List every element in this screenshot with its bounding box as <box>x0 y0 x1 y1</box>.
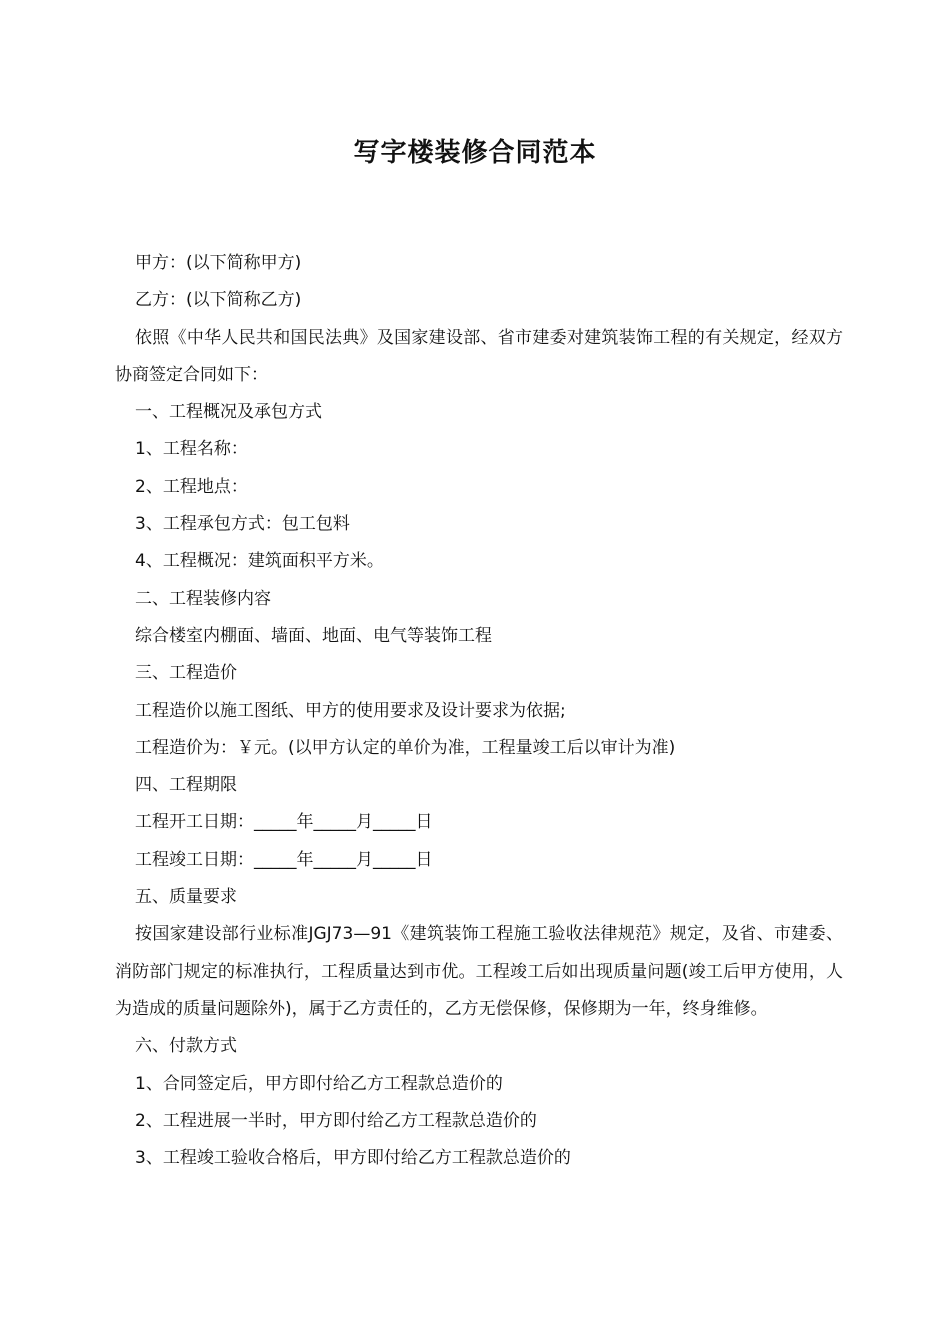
section-1-heading: 一、工程概况及承包方式 <box>135 402 322 423</box>
cost-amount-line: 工程造价为：￥元。(以甲方认定的单价为准，工程量竣工后以审计为准) <box>135 737 676 758</box>
renovation-content-line: 综合楼室内棚面、墙面、地面、电气等装饰工程 <box>135 625 492 646</box>
section-3-heading: 三、工程造价 <box>135 663 237 684</box>
cost-basis-line: 工程造价以施工图纸、甲方的使用要求及设计要求为依据; <box>135 700 566 721</box>
project-overview-line: 4、工程概况：建筑面积平方米。 <box>135 551 384 572</box>
payment-item-3: 3、工程竣工验收合格后，甲方即付给乙方工程款总造价的 <box>135 1148 571 1169</box>
project-location-line: 2、工程地点： <box>135 476 248 497</box>
section-6-heading: 六、付款方式 <box>135 1036 237 1057</box>
project-name-line: 1、工程名称： <box>135 439 248 460</box>
document-title: 写字楼装修合同范本 <box>353 138 597 168</box>
section-4-heading: 四、工程期限 <box>135 775 237 796</box>
payment-item-1: 1、合同签定后，甲方即付给乙方工程款总造价的 <box>135 1073 503 1094</box>
document-body <box>115 245 843 1177</box>
intro-paragraph: 依照《中华人民共和国民法典》及国家建设部、省市建委对建筑装饰工程的有关规定，经双方协商签定合同如下： <box>115 327 843 385</box>
payment-item-2: 2、工程进展一半时，甲方即付给乙方工程款总造价的 <box>135 1110 537 1131</box>
end-date-line: 工程竣工日期：_____年_____月_____日 <box>135 849 433 870</box>
section-5-heading: 五、质量要求 <box>135 887 237 908</box>
quality-paragraph: 按国家建设部行业标准JGJ73—91《建筑装饰工程施工验收法律规范》规定，及省、市建委、消防部门规定的标准执行，工程质量达到市优。工程竣工后如出现质量问题(竣工后甲方使用，人为造成的质量问题除外)，属于乙方责任的，乙方无偿保修，保修期为一年，终身维修。 <box>115 924 843 1019</box>
contract-method-line: 3、工程承包方式：包工包料 <box>135 514 350 535</box>
section-2-heading: 二、工程装修内容 <box>135 588 271 609</box>
party-a-line: 甲方：(以下简称甲方) <box>135 253 302 273</box>
start-date-line: 工程开工日期：_____年_____月_____日 <box>135 812 433 833</box>
party-b-line: 乙方：(以下简称乙方) <box>135 290 302 311</box>
